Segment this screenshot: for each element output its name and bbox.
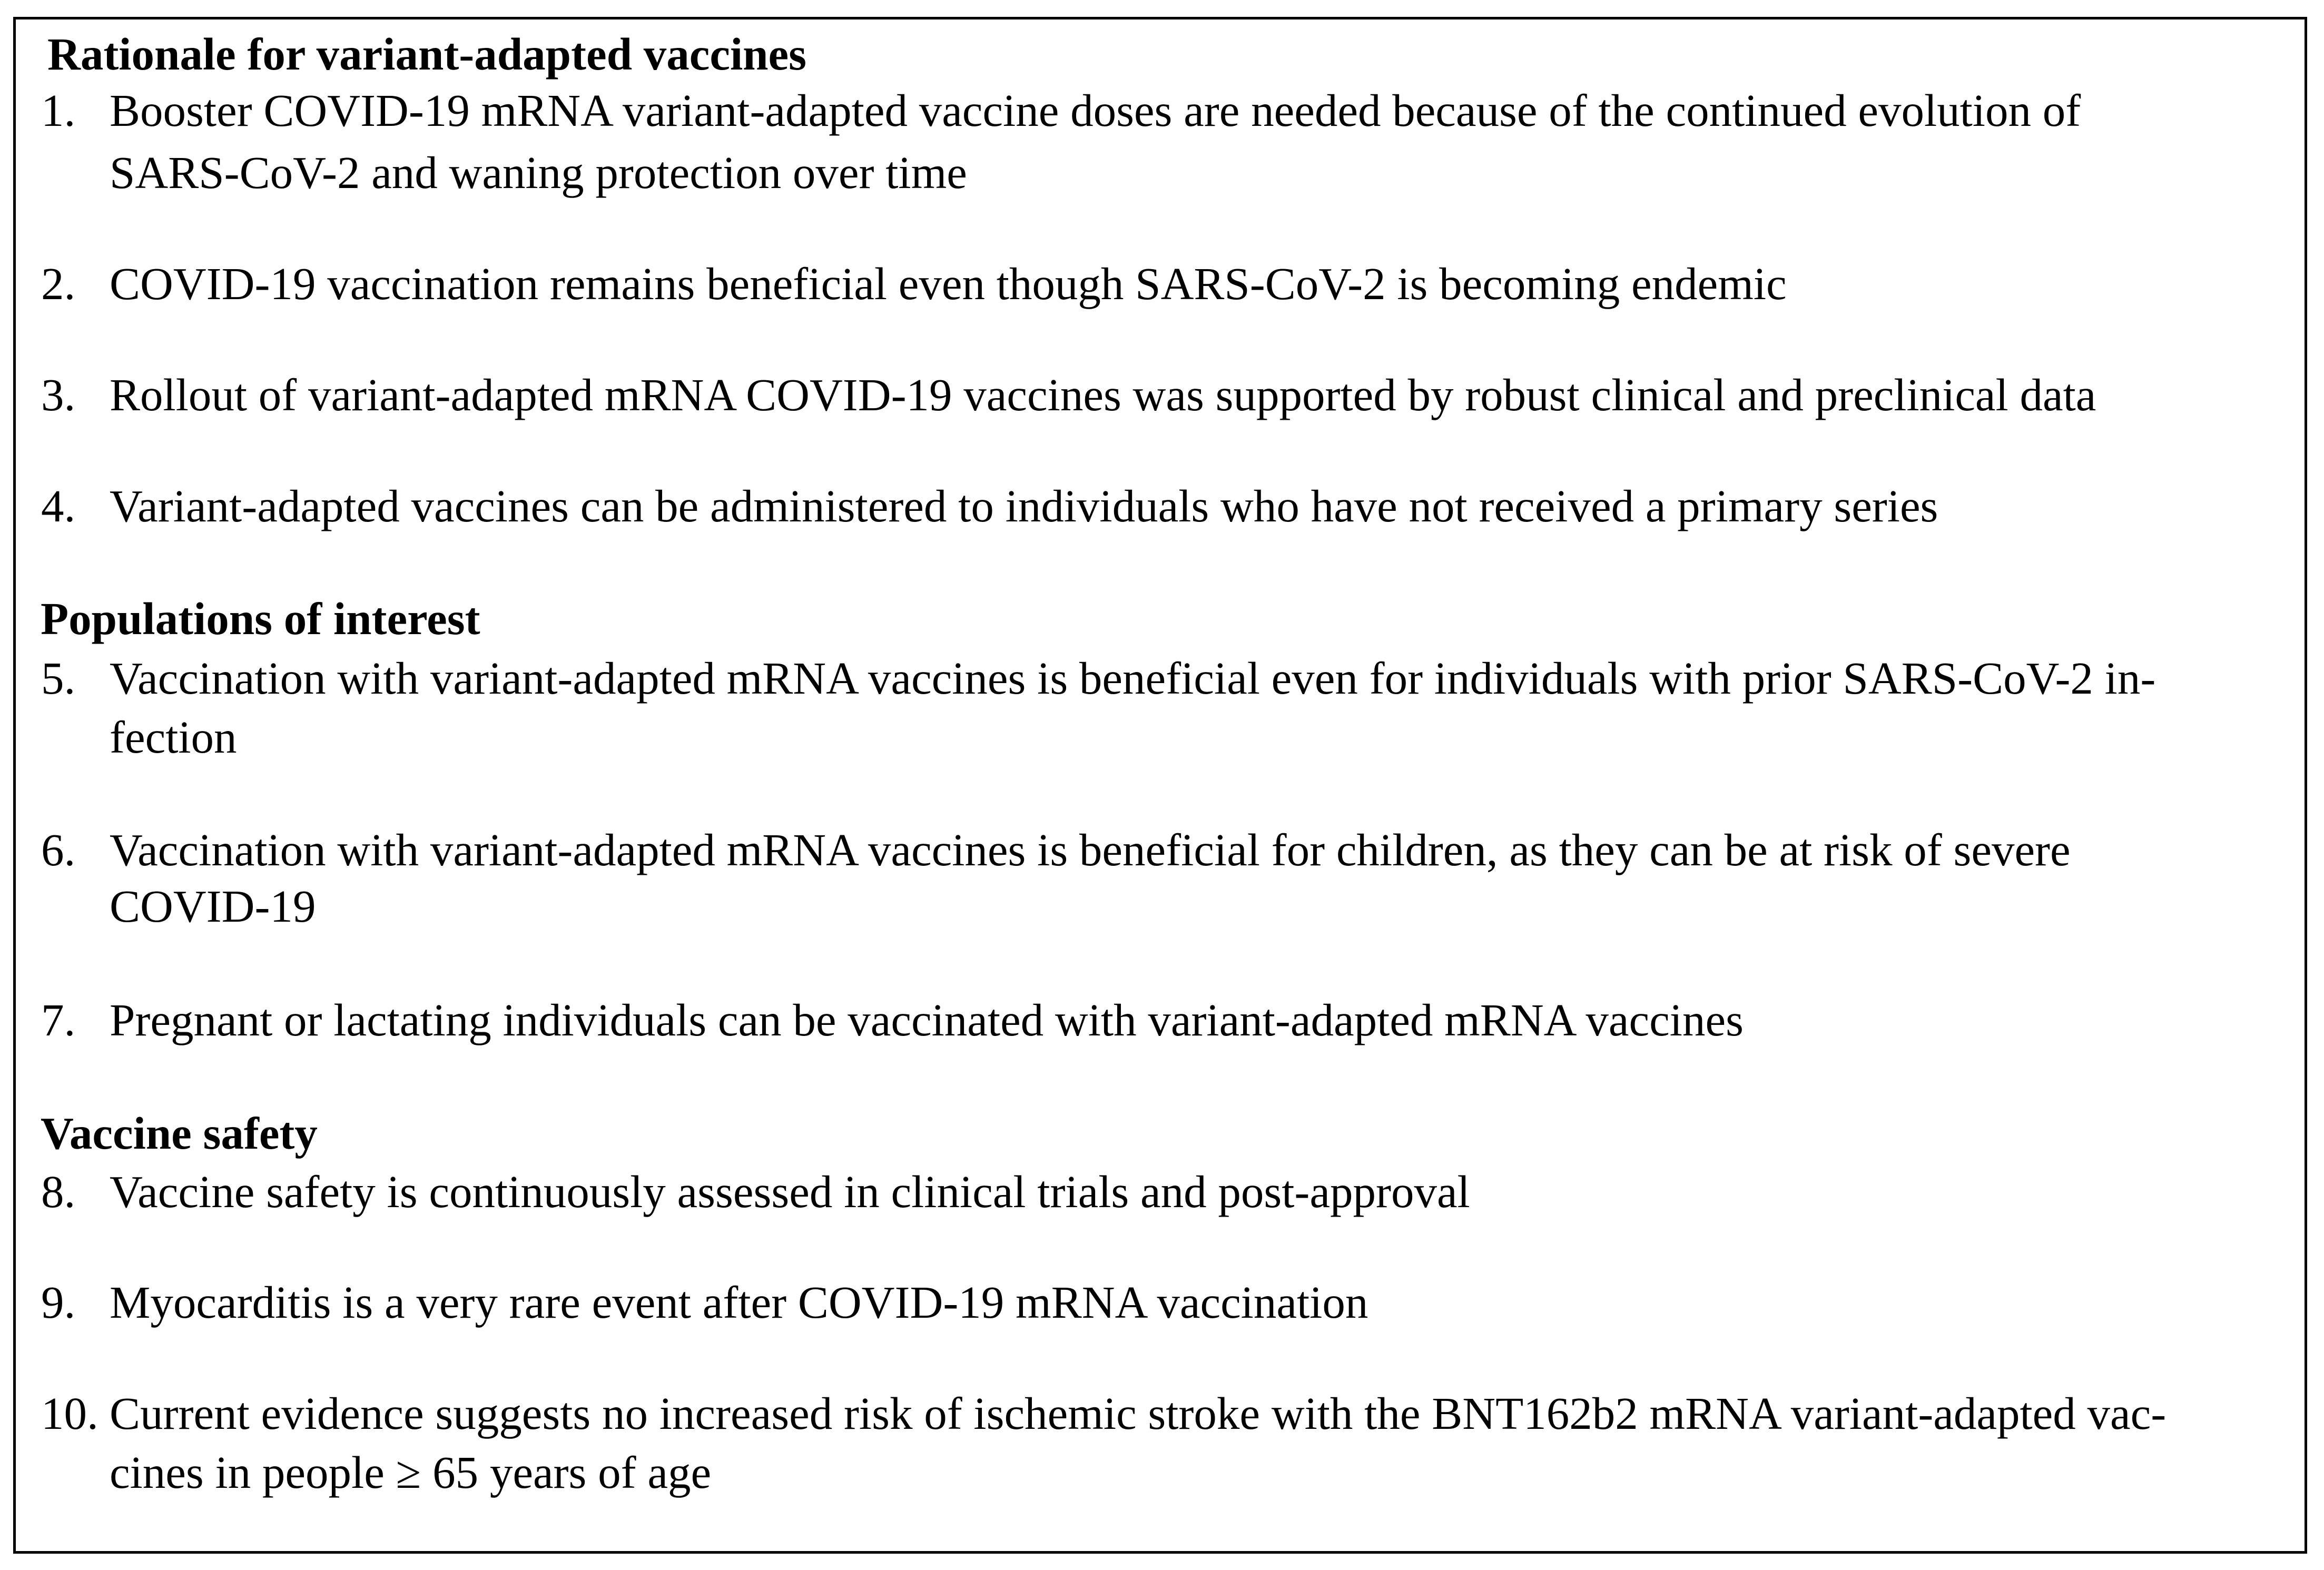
item-number: 4. (41, 480, 76, 531)
item-5-line-2: fection (110, 712, 237, 763)
item-9-line-1: Myocarditis is a very rare event after COVID-19 mRNA vaccination (110, 1277, 1368, 1328)
item-10-line-1: Current evidence suggests no increased risk of ischemic stroke with the BNT162b2 mRNA variant-adapted vac- (110, 1388, 2167, 1439)
item-number: 7. (41, 994, 76, 1045)
item-2-line-1: COVID-19 vaccination remains beneficial even though SARS-CoV-2 is becoming endemic (110, 258, 1787, 309)
item-number: 5. (41, 653, 76, 704)
item-4-line-1: Variant-adapted vaccines can be administered to individuals who have not received a primary series (110, 480, 1938, 531)
item-number: 1. (41, 85, 76, 136)
item-1-line-1: Booster COVID-19 mRNA variant-adapted vaccine doses are needed because of the continued evolution of (110, 85, 2081, 136)
item-10-line-2: cines in people ≥ 65 years of age (110, 1447, 712, 1498)
item-8-line-1: Vaccine safety is continuously assessed in clinical trials and post-approval (110, 1166, 1470, 1217)
item-1-line-2: SARS-CoV-2 and waning protection over time (110, 147, 967, 198)
item-7-line-1: Pregnant or lactating individuals can be vaccinated with variant-adapted mRNA vaccines (110, 994, 1744, 1045)
item-5-line-1: Vaccination with variant-adapted mRNA vaccines is beneficial even for individuals with prior SARS-CoV-2 in- (110, 653, 2156, 704)
section-heading-rationale: Rationale for variant-adapted vaccines (47, 28, 807, 80)
item-number: 8. (41, 1166, 76, 1217)
item-number: 2. (41, 258, 76, 309)
item-6-line-1: Vaccination with variant-adapted mRNA vaccines is beneficial for children, as they can be at risk of severe (110, 824, 2071, 875)
item-number: 9. (41, 1277, 76, 1328)
item-number: 3. (41, 369, 76, 420)
item-3-line-1: Rollout of variant-adapted mRNA COVID-19 vaccines was supported by robust clinical and preclinical data (110, 369, 2096, 420)
item-number: 6. (41, 824, 76, 875)
section-heading-populations: Populations of interest (41, 593, 480, 644)
item-6-line-2: COVID-19 (110, 881, 316, 932)
section-heading-vaccine-safety: Vaccine safety (41, 1108, 318, 1159)
item-number: 10. (41, 1388, 99, 1439)
